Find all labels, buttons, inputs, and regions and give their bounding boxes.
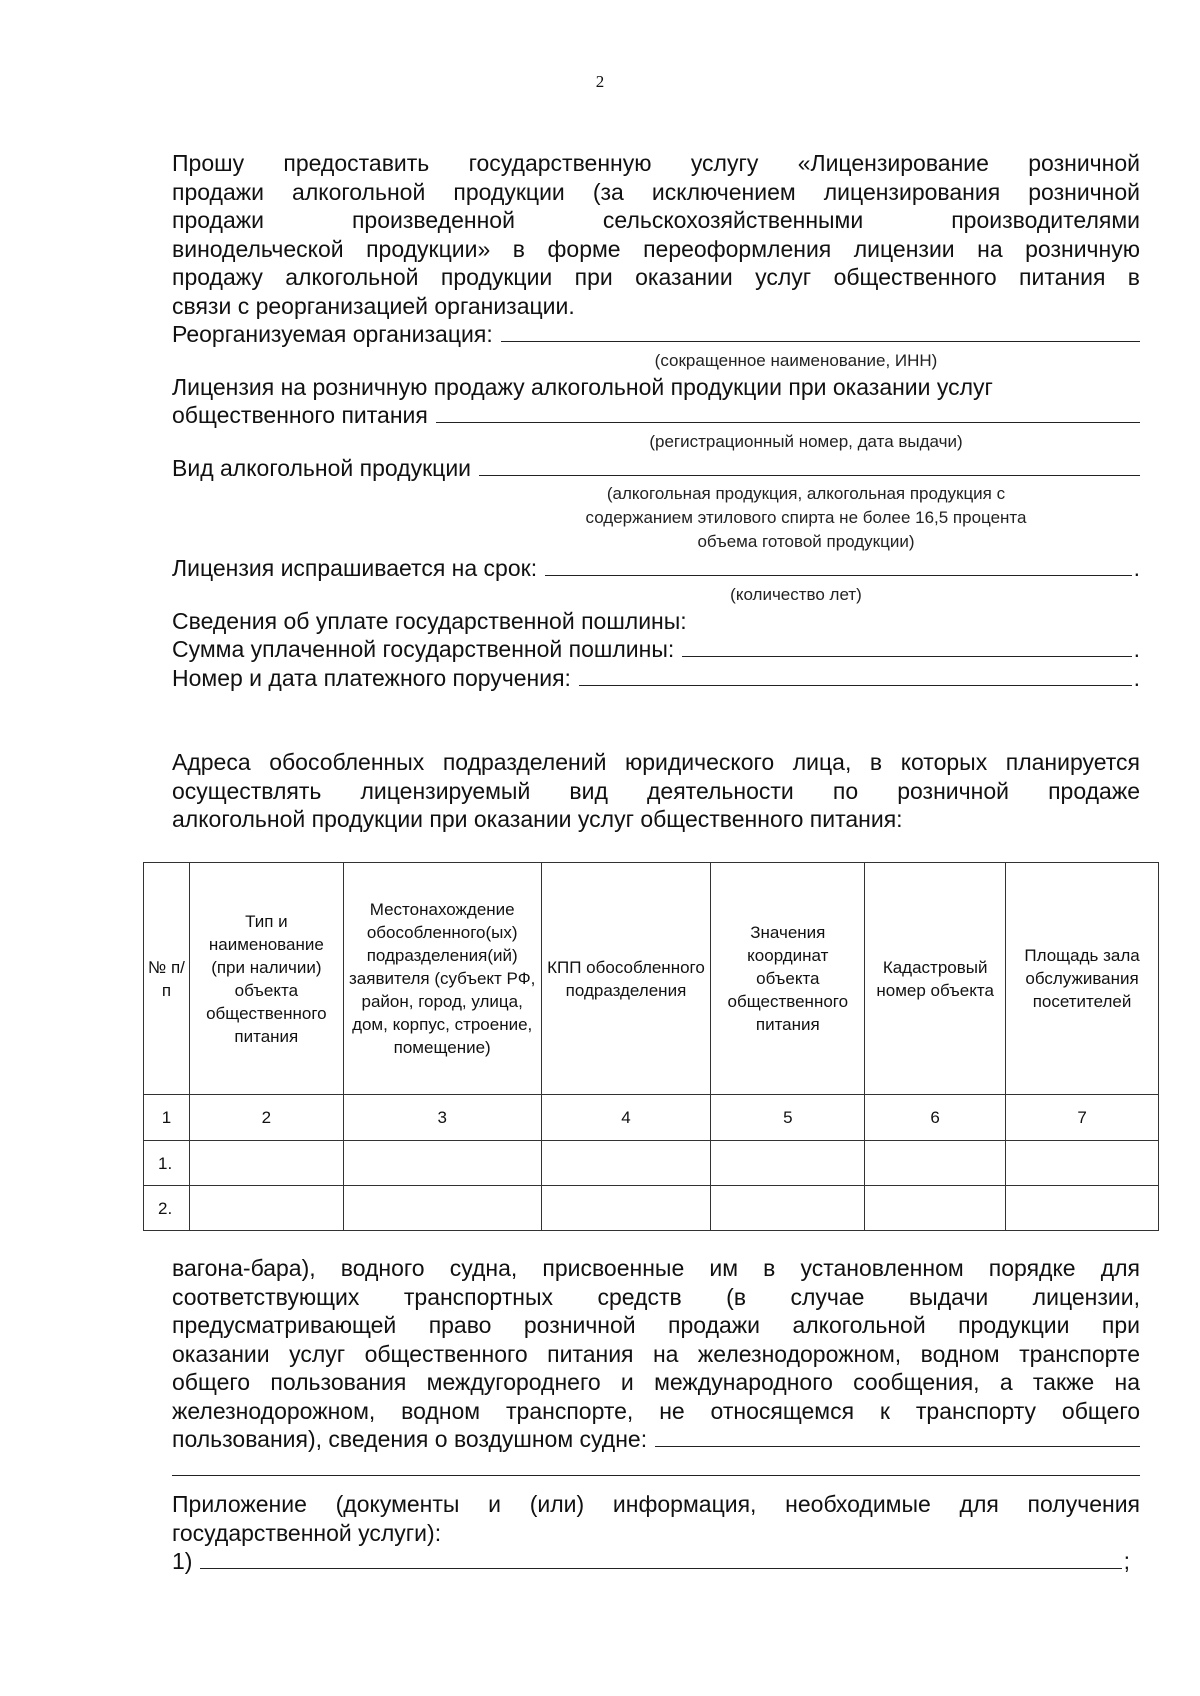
- table-cell[interactable]: [711, 1141, 865, 1186]
- column-number: 2: [189, 1095, 343, 1141]
- request-line: Прошу предоставить государственную услугу «Лицензирование розничной: [172, 150, 1140, 176]
- table-cell[interactable]: [541, 1141, 711, 1186]
- addresses-paragraph: [172, 748, 1140, 834]
- reorg-label: Реорганизуемая организация:: [172, 321, 493, 347]
- license-label: общественного питания: [172, 402, 428, 428]
- fee-sum-input-line[interactable]: [682, 637, 1131, 657]
- fee-sum-field: [172, 635, 1140, 664]
- fee-sum-label: Сумма уплаченной государственной пошлины:: [172, 636, 675, 662]
- request-paragraph: [172, 149, 1140, 692]
- reorg-hint: (сокращенное наименование, ИНН): [654, 350, 938, 370]
- column-number: 5: [711, 1095, 865, 1141]
- kind-hint-line: (алкогольная продукция, алкогольная продукция с: [606, 484, 1006, 503]
- table-cell[interactable]: [711, 1186, 865, 1231]
- header-hall-area: Площадь зала обслуживания посетителей: [1006, 863, 1159, 1095]
- table-cell[interactable]: [1006, 1186, 1159, 1231]
- table-row: [144, 1141, 1159, 1186]
- reorg-input-line[interactable]: [501, 322, 1140, 342]
- fee-order-field: [172, 664, 1140, 693]
- column-number: 4: [541, 1095, 711, 1141]
- attachments-paragraph: [172, 1490, 1140, 1576]
- attachment-semicolon: ;: [1123, 1548, 1130, 1574]
- header-number: № п/п: [144, 863, 190, 1095]
- column-number: 3: [343, 1095, 541, 1141]
- request-line: винодельческой продукции» в форме переоформления лицензии на розничную: [172, 235, 1140, 262]
- request-line: продажи алкогольной продукции (за исключением лицензирования розничной: [172, 178, 1140, 205]
- table-cell[interactable]: [189, 1186, 343, 1231]
- table-cell[interactable]: [343, 1141, 541, 1186]
- request-line: продажи произведенной сельскохозяйственными производителями: [172, 207, 1140, 233]
- addresses-line: Адреса обособленных подразделений юридического лица, в которых планируется: [172, 749, 1140, 775]
- request-line: связи с реорганизацией организации.: [172, 292, 575, 319]
- transport-line: соответствующих транспортных средств (в случае выдачи лицензии,: [172, 1283, 1140, 1310]
- fee-order-input-line[interactable]: [579, 666, 1132, 686]
- header-location: Местонахождение обособленного(ых) подразделения(ий) заявителя (субъект РФ, район, город, улица, дом, корпус, строение, помещение): [343, 863, 541, 1095]
- table-cell[interactable]: [865, 1141, 1006, 1186]
- transport-paragraph: [172, 1254, 1140, 1476]
- transport-line: предусматривающей право розничной продажи алкогольной продукции при: [172, 1312, 1140, 1338]
- column-numbers-row: [144, 1095, 1159, 1141]
- request-line: продажу алкогольной продукции при оказании услуг общественного питания в: [172, 264, 1140, 290]
- header-type-name: Тип и наименование (при наличии) объекта общественного питания: [189, 863, 343, 1095]
- addresses-line: осуществлять лицензируемый вид деятельности по розничной продаже: [172, 777, 1140, 804]
- kind-hint-line: содержанием этилового спирта не более 16,5 процента: [585, 508, 1027, 527]
- column-number: 7: [1006, 1095, 1159, 1141]
- column-number: 1: [144, 1095, 190, 1141]
- license-input-line[interactable]: [436, 403, 1140, 423]
- kind-input-line[interactable]: [479, 456, 1140, 476]
- term-label: Лицензия испрашивается на срок:: [172, 555, 538, 581]
- kind-label: Вид алкогольной продукции: [172, 454, 472, 481]
- term-input-line[interactable]: [545, 556, 1132, 576]
- page-number: 2: [595, 72, 605, 91]
- header-cadastral-number: Кадастровый номер объекта: [865, 863, 1006, 1095]
- aircraft-label: пользования), сведения о воздушном судне:: [172, 1426, 648, 1452]
- table-cell[interactable]: [189, 1141, 343, 1186]
- fee-heading: Сведения об уплате государственной пошлины:: [172, 607, 687, 634]
- row-number: 1.: [144, 1141, 190, 1186]
- transport-line: общего пользования междугороднего и международного сообщения, а также на: [172, 1369, 1140, 1395]
- table-cell[interactable]: [541, 1186, 711, 1231]
- addresses-line: алкогольной продукции при оказании услуг общественного питания:: [172, 806, 903, 832]
- license-hint: (регистрационный номер, дата выдачи): [649, 431, 963, 451]
- kind-hint-line: объема готовой продукции): [697, 532, 915, 551]
- transport-line: оказании услуг общественного питания на железнодорожном, водном транспорте: [172, 1340, 1140, 1367]
- column-number: 6: [865, 1095, 1006, 1141]
- header-coordinates: Значения координат объекта общественного питания: [711, 863, 865, 1095]
- license-field: [172, 401, 1140, 430]
- aircraft-input-line[interactable]: [655, 1427, 1140, 1447]
- transport-line: вагона-бара), водного судна, присвоенные им в установленном порядке для: [172, 1255, 1140, 1281]
- attachment-input-line[interactable]: [200, 1549, 1121, 1569]
- row-number: 2.: [144, 1186, 190, 1231]
- table-header-row: [144, 863, 1159, 1095]
- subdivisions-table: [143, 862, 1159, 1231]
- header-kpp: КПП обособленного подразделения: [541, 863, 711, 1095]
- term-field: [172, 554, 1140, 583]
- fee-order-label: Номер и дата платежного поручения:: [172, 664, 571, 691]
- fee-order-period: .: [1133, 664, 1140, 691]
- fee-sum-period: .: [1133, 636, 1140, 662]
- attachment-item-number: 1): [172, 1548, 193, 1574]
- attachments-line: государственной услуги):: [172, 1519, 442, 1546]
- license-label-line-1: Лицензия на розничную продажу алкогольной продукции при оказании услуг: [172, 373, 993, 400]
- attachments-line: Приложение (документы и (или) информация, необходимые для получения: [172, 1491, 1140, 1517]
- kind-hint: [172, 482, 1140, 554]
- kind-field: [172, 454, 1140, 483]
- transport-line: железнодорожном, водном транспорте, не относящемся к транспорту общего: [172, 1397, 1140, 1424]
- table-cell[interactable]: [343, 1186, 541, 1231]
- table-cell[interactable]: [1006, 1141, 1159, 1186]
- table-cell[interactable]: [865, 1186, 1006, 1231]
- table-row: [144, 1186, 1159, 1231]
- term-hint: (количество лет): [730, 584, 862, 604]
- reorg-field: [172, 320, 1140, 349]
- attachment-item: [172, 1547, 1140, 1576]
- term-period: .: [1133, 555, 1140, 581]
